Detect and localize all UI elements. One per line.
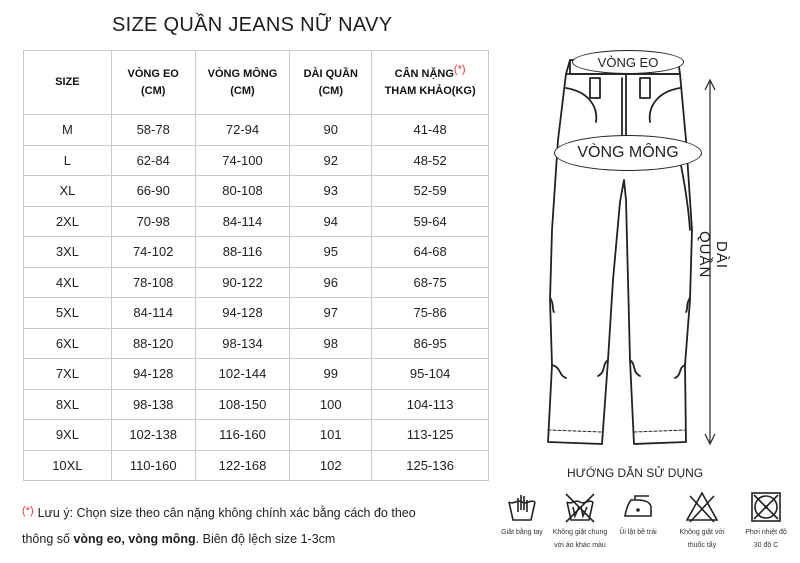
- cell-can: 125-136: [372, 450, 489, 481]
- cell-mong: 102-144: [195, 359, 290, 390]
- cell-can: 41-48: [372, 115, 489, 146]
- vong-mong-label: VÒNG MÔNG: [554, 135, 702, 171]
- cell-dai: 99: [290, 359, 372, 390]
- note-line-1: (*) Lưu ý: Chọn size theo cân nặng không chính xác bằng cách đo theo: [22, 505, 416, 520]
- cell-can: 64-68: [372, 237, 489, 268]
- cell-mong: 98-134: [195, 328, 290, 359]
- cell-size: 7XL: [24, 359, 112, 390]
- table-row: [24, 450, 489, 481]
- table-row: [24, 328, 489, 359]
- cell-mong: 116-160: [195, 420, 290, 451]
- cell-eo: 78-108: [111, 267, 195, 298]
- cell-dai: 101: [290, 420, 372, 451]
- iron-item: Ủi lật bề trái: [606, 490, 670, 541]
- cell-size: 8XL: [24, 389, 112, 420]
- cell-size: 5XL: [24, 298, 112, 329]
- cell-can: 75-86: [372, 298, 489, 329]
- cell-size: M: [24, 115, 112, 146]
- dai-quan-label: DÀI QUẦN: [696, 231, 730, 279]
- header-dai-quan: DÀI QUẦN (CM): [290, 51, 372, 115]
- header-vong-eo: VÒNG EO (CM): [111, 51, 195, 115]
- cell-size: XL: [24, 176, 112, 207]
- usage-title: HƯỚNG DẪN SỬ DỤNG: [567, 466, 704, 480]
- cell-dai: 102: [290, 450, 372, 481]
- cell-eo: 94-128: [111, 359, 195, 390]
- cell-can: 59-64: [372, 206, 489, 237]
- cell-eo: 58-78: [111, 115, 195, 146]
- cell-can: 68-75: [372, 267, 489, 298]
- cell-dai: 94: [290, 206, 372, 237]
- table-row: [24, 176, 489, 207]
- table-row: [24, 420, 489, 451]
- cell-mong: 90-122: [195, 267, 290, 298]
- cell-eo: 62-84: [111, 145, 195, 176]
- cell-size: 6XL: [24, 328, 112, 359]
- no-bleach-item: Không giặt với thuốc tẩy: [670, 490, 734, 550]
- cell-eo: 70-98: [111, 206, 195, 237]
- cell-size: 10XL: [24, 450, 112, 481]
- cell-dai: 100: [290, 389, 372, 420]
- vong-eo-label: VÒNG EO: [572, 50, 684, 74]
- cell-can: 86-95: [372, 328, 489, 359]
- cell-eo: 84-114: [111, 298, 195, 329]
- iron-icon: [621, 490, 655, 524]
- table-row: [24, 389, 489, 420]
- cell-mong: 94-128: [195, 298, 290, 329]
- table-row: [24, 115, 489, 146]
- note-emphasis: vòng eo, vòng mông: [73, 532, 196, 546]
- table-row: [24, 298, 489, 329]
- cell-size: L: [24, 145, 112, 176]
- cell-can: 104-113: [372, 389, 489, 420]
- table-row: [24, 267, 489, 298]
- header-can-nang: CÂN NẶNG(*) THAM KHẢO(KG): [372, 51, 489, 115]
- table-row: [24, 359, 489, 390]
- cell-eo: 110-160: [111, 450, 195, 481]
- cell-dai: 96: [290, 267, 372, 298]
- page-title: SIZE QUẦN JEANS NỮ NAVY: [112, 14, 393, 36]
- cell-can: 113-125: [372, 420, 489, 451]
- header-vong-mong: VÒNG MÔNG (CM): [195, 51, 290, 115]
- cell-mong: 88-116: [195, 237, 290, 268]
- cell-dai: 98: [290, 328, 372, 359]
- no-mix-wash-icon: [563, 490, 597, 524]
- hand-wash-item: Giặt bằng tay: [490, 490, 554, 541]
- header-size: SIZE: [24, 51, 112, 115]
- cell-dai: 92: [290, 145, 372, 176]
- size-table: [23, 50, 489, 481]
- cell-mong: 108-150: [195, 389, 290, 420]
- size-table-body: [24, 115, 489, 481]
- table-header-row: [24, 51, 489, 115]
- cell-mong: 74-100: [195, 145, 290, 176]
- table-row: [24, 145, 489, 176]
- tumble-dry-item: Phơi nhiệt độ 30 độ C: [734, 490, 798, 550]
- cell-mong: 72-94: [195, 115, 290, 146]
- cell-can: 48-52: [372, 145, 489, 176]
- note-line-2: thông số vòng eo, vòng mông. Biên độ lệch size 1-3cm: [22, 532, 336, 546]
- cell-can: 95-104: [372, 359, 489, 390]
- note-asterisk: (*): [22, 505, 34, 517]
- cell-eo: 74-102: [111, 237, 195, 268]
- cell-can: 52-59: [372, 176, 489, 207]
- cell-eo: 88-120: [111, 328, 195, 359]
- cell-dai: 90: [290, 115, 372, 146]
- cell-size: 4XL: [24, 267, 112, 298]
- cell-mong: 122-168: [195, 450, 290, 481]
- asterisk-marker: (*): [453, 62, 466, 75]
- no-bleach-icon: [685, 490, 719, 524]
- table-row: [24, 237, 489, 268]
- cell-dai: 95: [290, 237, 372, 268]
- cell-size: 3XL: [24, 237, 112, 268]
- cell-eo: 98-138: [111, 389, 195, 420]
- jeans-drawing: [540, 30, 800, 470]
- cell-eo: 102-138: [111, 420, 195, 451]
- cell-dai: 97: [290, 298, 372, 329]
- cell-mong: 80-108: [195, 176, 290, 207]
- cell-dai: 93: [290, 176, 372, 207]
- cell-size: 2XL: [24, 206, 112, 237]
- jeans-illustration: [540, 30, 800, 470]
- hand-wash-icon: [505, 490, 539, 524]
- cell-eo: 66-90: [111, 176, 195, 207]
- cell-mong: 84-114: [195, 206, 290, 237]
- table-row: [24, 206, 489, 237]
- cell-size: 9XL: [24, 420, 112, 451]
- size-note: [22, 500, 492, 552]
- tumble-dry-icon: [749, 490, 783, 524]
- no-mix-wash-item: Không giặt chung với áo khác màu: [548, 490, 612, 550]
